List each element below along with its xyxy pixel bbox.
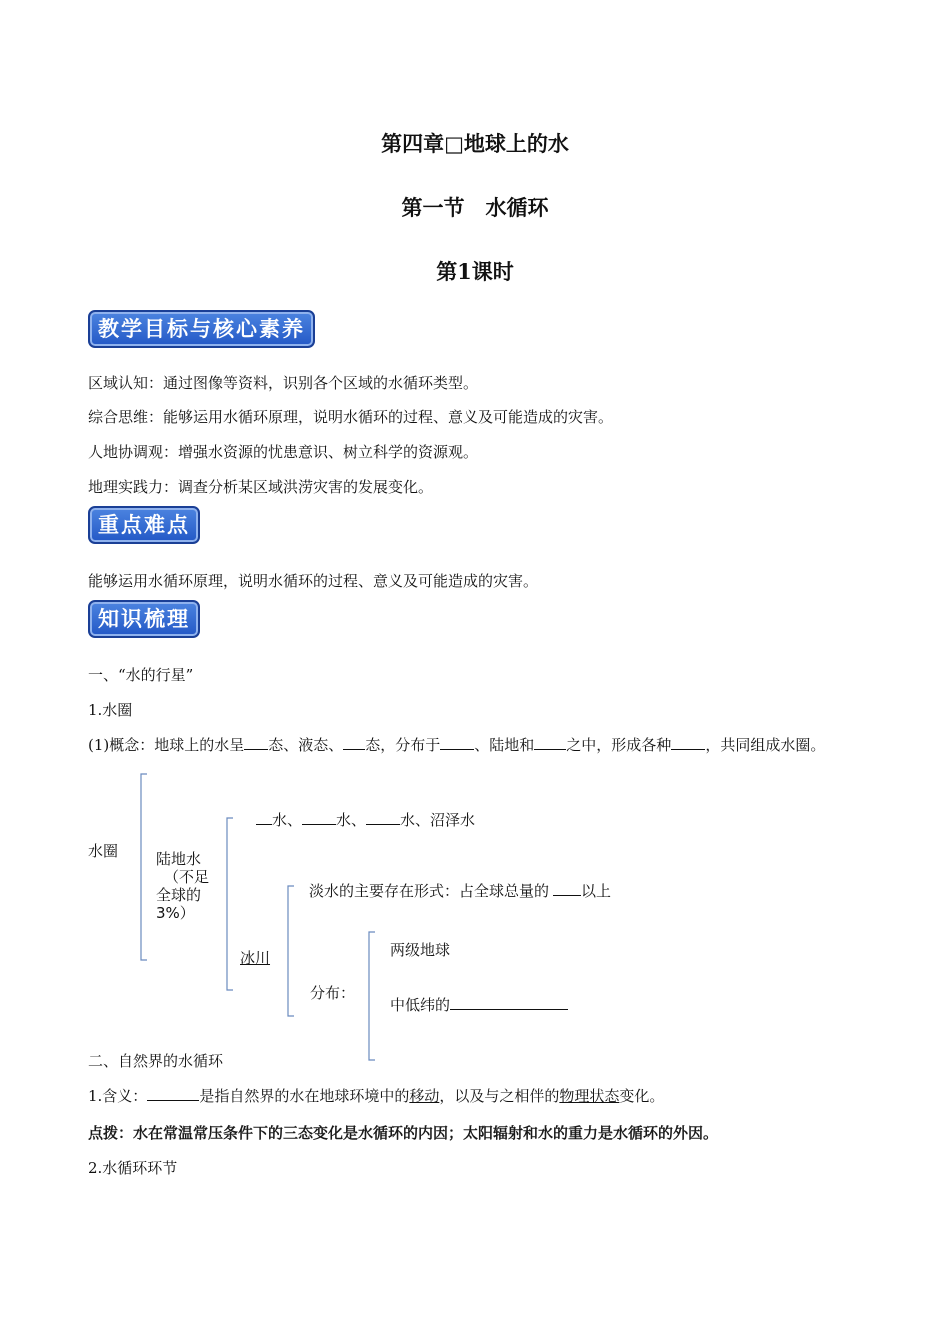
key-points-badge: 重点难点	[88, 506, 200, 544]
objectives-badge: 教学目标与核心素养	[88, 310, 315, 348]
objective-item: 人地协调观：增强水资源的忧患意识、树立科学的资源观。	[88, 443, 479, 461]
blank	[256, 810, 272, 825]
objective-item: 区域认知：通过图像等资料，识别各个区域的水循环类型。	[88, 374, 479, 392]
freshwater-line: 淡水的主要存在形式：占全球总量的 以上	[309, 882, 612, 900]
polar-regions: 两级地球	[390, 941, 451, 959]
distribution-label: 分布：	[310, 984, 356, 1002]
subheading-water-cycle-links: 2.水循环环节	[88, 1159, 178, 1177]
bracket-land-water	[227, 818, 233, 990]
blank	[553, 881, 581, 896]
diagram-root: 水圈	[88, 842, 119, 860]
concept-sentence: (1)概念：地球上的水呈 态、液态、 态，分布于 、陆地和 之中，形成各种 ，共同组成水圈。	[88, 736, 826, 754]
key-points-text: 能够运用水循环原理，说明水循环的过程、意义及可能造成的灾害。	[88, 572, 539, 590]
section-title: 第一节 水循环	[401, 195, 549, 220]
water-types-line: 水、 水、 水、沼泽水	[256, 809, 475, 830]
blank	[366, 810, 400, 825]
land-water-label: 陆地水 （不足 全球的 3%）	[156, 850, 210, 922]
lesson-title: 第1课时	[436, 259, 514, 284]
tip-text: 点拨：水在常温常压条件下的三态变化是水循环的内因；太阳辐射和水的重力是水循环的外因。	[88, 1124, 719, 1142]
objective-item: 地理实践力：调查分析某区域洪涝灾害的发展变化。	[88, 478, 434, 496]
subheading-hydrosphere: 1.水圈	[88, 701, 133, 719]
heading-water-planet: 一、“水的行星”	[88, 666, 194, 684]
mid-low-latitudes: 中低纬的	[390, 994, 568, 1015]
chapter-title: 第四章□地球上的水	[381, 131, 569, 156]
bracket-glacier	[288, 886, 294, 1016]
objective-item: 综合思维：能够运用水循环原理，说明水循环的过程、意义及可能造成的灾害。	[88, 408, 614, 426]
blank	[147, 1086, 199, 1101]
meaning-sentence: 1.含义： 是指自然界的水在地球环境中的移动，以及与之相伴的物理状态变化。	[88, 1087, 665, 1105]
heading-natural-water-cycle: 二、自然界的水循环	[88, 1052, 224, 1070]
blank	[450, 995, 568, 1010]
bracket-distribution	[369, 932, 375, 1060]
glacier-label: 冰川	[240, 949, 271, 967]
blank	[302, 810, 336, 825]
knowledge-badge: 知识梳理	[88, 600, 200, 638]
bracket-hydrosphere	[141, 774, 147, 960]
